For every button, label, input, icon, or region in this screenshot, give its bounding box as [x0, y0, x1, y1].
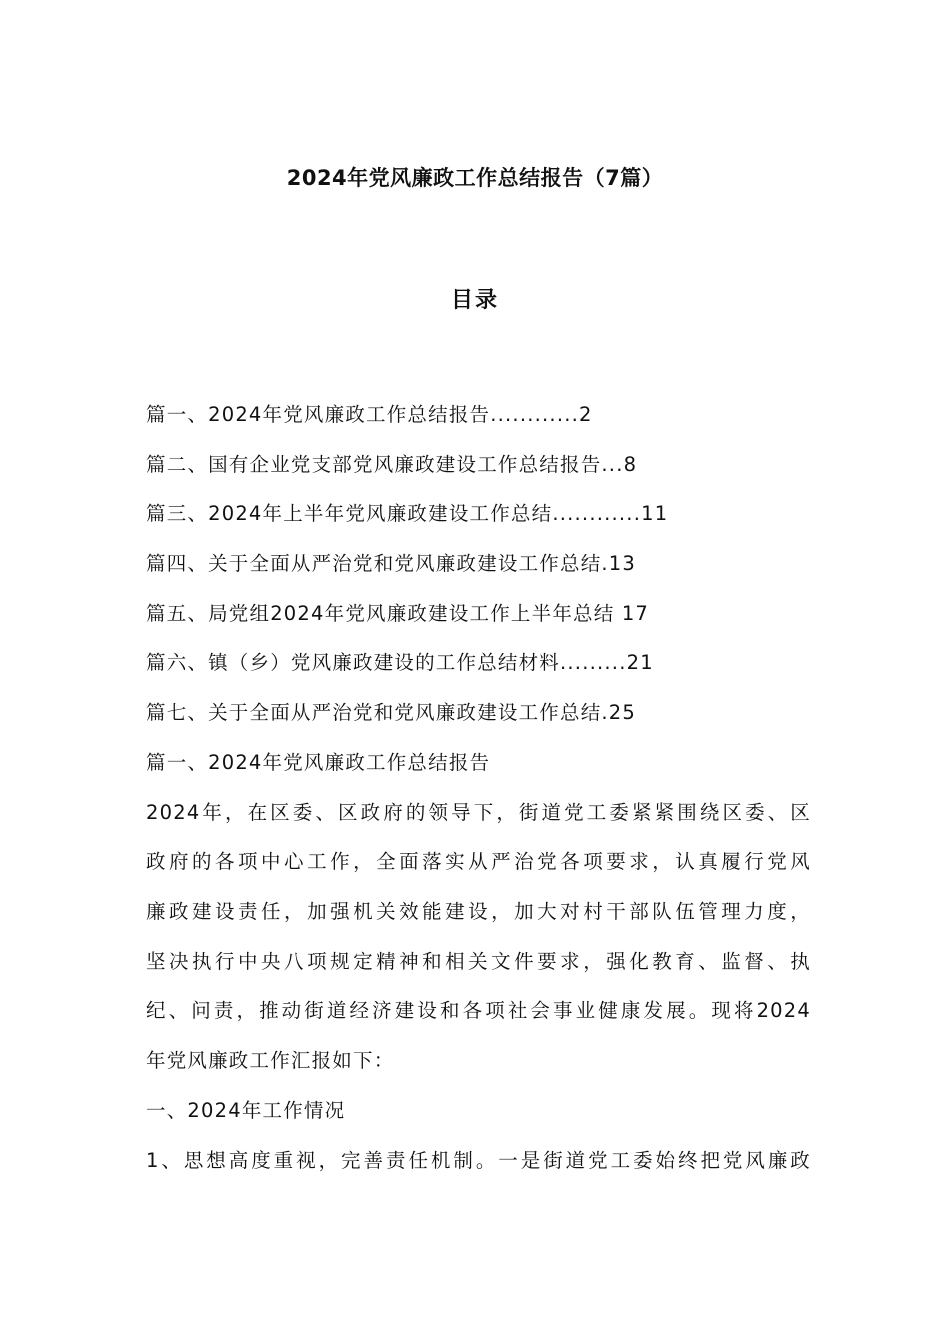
- toc-entry-1[interactable]: 篇一、2024年党风廉政工作总结报告............2: [146, 403, 593, 426]
- paragraph-line: 2024年，在区委、区政府的领导下，街道党工委紧紧围绕区委、区: [146, 800, 811, 824]
- document-body: [146, 745, 811, 1192]
- item-line: 1、思想高度重视，完善责任机制。一是街道党工委始终把党风廉政: [146, 1148, 811, 1172]
- paragraph-line: 年党风廉政工作汇报如下：: [146, 1049, 395, 1073]
- toc-entry-2[interactable]: 篇二、国有企业党支部党风廉政建设工作总结报告...8: [146, 452, 638, 476]
- paragraph-line: 坚决执行中央八项规定精神和相关文件要求，强化教育、监督、执: [146, 949, 811, 973]
- toc-entry-7[interactable]: 篇七、关于全面从严治党和党风廉政建设工作总结.25: [146, 701, 637, 725]
- toc-heading: 目录: [450, 288, 499, 313]
- table-of-contents: [146, 397, 826, 745]
- toc-entry-3[interactable]: 篇三、2024年上半年党风廉政建设工作总结............11: [146, 502, 669, 526]
- section-title: 篇一、2024年党风廉政工作总结报告: [146, 751, 491, 774]
- paragraph-line: 纪、问责，推动街道经济建设和各项社会事业健康发展。现将2024: [146, 999, 811, 1023]
- toc-entry-4[interactable]: 篇四、关于全面从严治党和党风廉政建设工作总结.13: [146, 552, 637, 576]
- document-title: 2024年党风廉政工作总结报告（7篇）: [286, 166, 664, 190]
- paragraph-line: 政府的各项中心工作，全面落实从严治党各项要求，认真履行党风: [146, 850, 811, 874]
- body-paragraph: [146, 795, 811, 1093]
- paragraph-line: 廉政建设责任，加强机关效能建设，加大对村干部队伍管理力度，: [146, 900, 811, 924]
- toc-entry-5[interactable]: 篇五、局党组2024年党风廉政建设工作上半年总结 17: [146, 601, 650, 625]
- toc-entry-6[interactable]: 篇六、镇（乡）党风廉政建设的工作总结材料.........21: [146, 651, 654, 675]
- subheading: 一、2024年工作情况: [146, 1098, 346, 1122]
